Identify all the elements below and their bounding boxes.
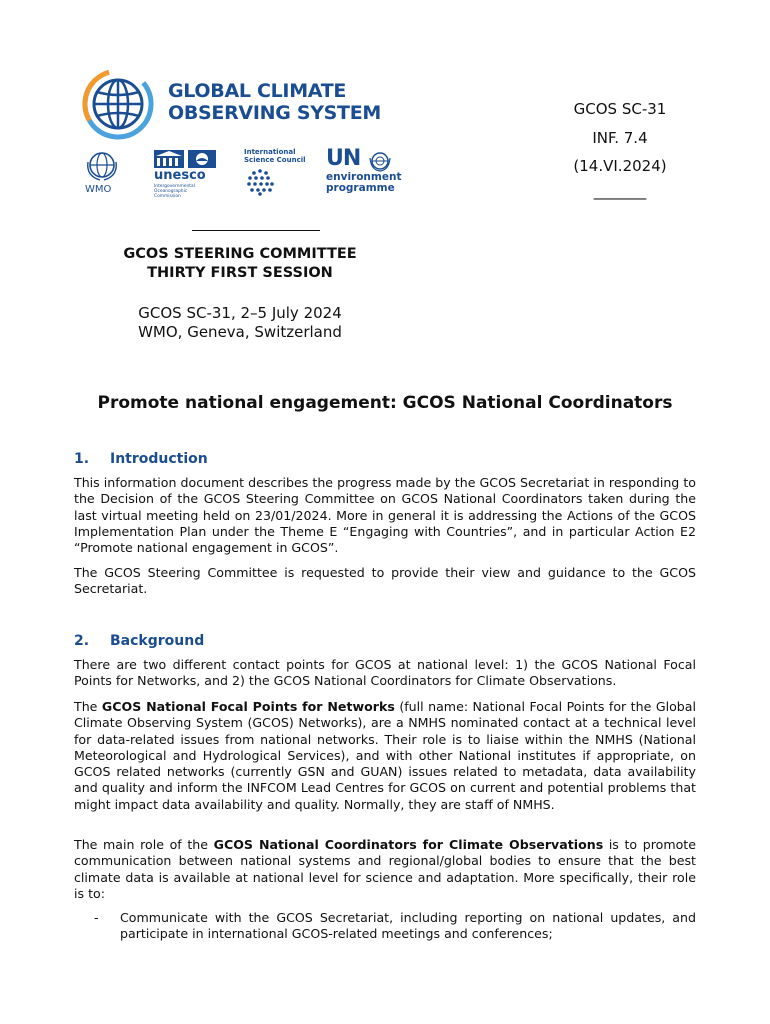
document-title: Promote national engagement: GCOS National Coordinators (97, 393, 673, 413)
session-location: WMO, Geneva, Switzerland (138, 323, 342, 341)
partner-logos (82, 146, 412, 206)
section-number: 2. (74, 633, 90, 649)
list-item (94, 910, 696, 943)
section-number: 1. (74, 451, 90, 467)
section-background-heading (74, 633, 204, 649)
doc-inf-number: INF. 7.4 (592, 129, 648, 147)
background-paragraph-1: There are two different contact points for GCOS at national level: 1) the GCOS National Focal Points for Networks, and 2) the GCOS National Coordinators for Climate Observations. (74, 657, 696, 689)
unesco-temple-icon (154, 150, 216, 168)
doc-code: GCOS SC-31 (573, 100, 667, 118)
gcos-wordmark (168, 80, 381, 124)
intro-paragraph-1: This information document describes the progress made by the GCOS Secretariat in responding to the Decision of the GCOS Steering Committee on GCOS National Coordinators taken during the last virtual meeting held on 23/01/2024. More in general it is addressing the Actions of the GCOS Implementation Plan under the Theme E “Engaging with Countries”, and in particular Action E2 “Promote national engagement in GCOS”. (74, 475, 696, 556)
globe-icon (82, 70, 164, 142)
background-paragraph-3: The main role of the GCOS National Coordinators for Climate Observations is to promote communication between national systems and regional/global bodies to ensure that the best climate data is available at national level for science and adaptation. More specifically, their role is to: (74, 837, 696, 901)
unep-un-label: UN (326, 146, 361, 171)
doc-date: (14.VI.2024) (573, 157, 667, 175)
isc-dots-icon (246, 168, 274, 196)
list-item-text: Communicate with the GCOS Secretariat, including reporting on national updates, and participate in international GCOS-related meetings and conferences; (120, 910, 696, 942)
committee-name: GCOS STEERING COMMITTEE (123, 246, 357, 262)
intro-paragraph-2: The GCOS Steering Committee is requested to provide their view and guidance to the GCOS Secretariat. (74, 565, 696, 597)
unesco-label: unesco (154, 168, 206, 183)
doc-ref-rule: _______ (593, 182, 647, 200)
section-introduction-heading (74, 451, 208, 467)
national-coordinators-term: GCOS National Coordinators for Climate Observations (213, 837, 604, 852)
section-title: Introduction (110, 451, 208, 467)
focal-points-term: GCOS National Focal Points for Networks (101, 699, 395, 714)
wordmark-line2: OBSERVING SYSTEM (168, 102, 381, 124)
section-title: Background (110, 633, 205, 649)
wordmark-line1: GLOBAL CLIMATE (168, 80, 347, 102)
un-emblem-icon (369, 150, 391, 172)
background-paragraph-2: The GCOS National Focal Points for Networks (full name: National Focal Points for the Global Climate Observing System (GCOS) Networks), are a NMHS nominated contact at a technical level for data-related issues from national networks. Their role is to liaise within the NMHS (National Meteorological and Hydrological Services), and with other National institutes if appropriate, on GCOS related networks (currently GSN and GUAN) issues related to metadata, data availability and quality and inform the INFCOM Lead Centres for GCOS on current and potential problems that might impact data availability and quality. Normally, they are staff of NMHS. (74, 699, 696, 812)
isc-label: International Science Council (244, 148, 306, 164)
bullet-dash: - (94, 910, 99, 925)
unep-label: environment programme (326, 171, 402, 194)
session-dates: GCOS SC-31, 2–5 July 2024 (138, 304, 342, 322)
header-divider (192, 230, 320, 231)
wmo-label: WMO (85, 184, 112, 195)
session-number: THIRTY FIRST SESSION (147, 265, 333, 281)
unesco-sub-label: Intergovernmental Oceanographic Commission (154, 184, 195, 199)
wmo-emblem-icon (82, 148, 122, 188)
